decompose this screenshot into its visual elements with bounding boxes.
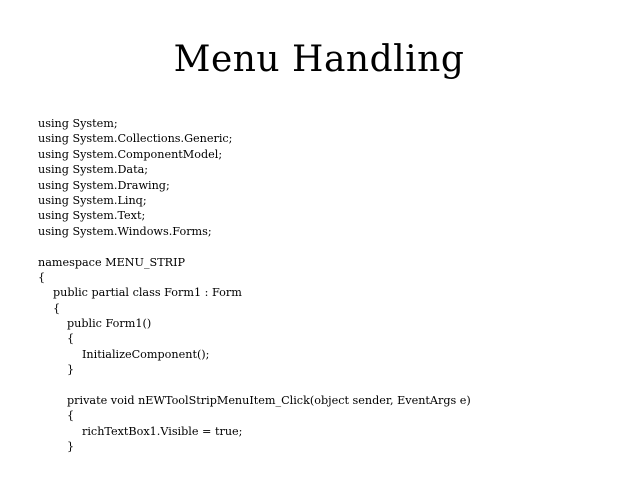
code-line: } xyxy=(67,363,75,377)
code-line: using System.Text; xyxy=(38,209,146,223)
code-line: { xyxy=(67,332,75,346)
code-line: { xyxy=(38,270,46,284)
code-line: namespace MENU_STRIP xyxy=(38,255,186,269)
code-block xyxy=(38,116,618,455)
code-line: using System; xyxy=(38,117,118,130)
blank-line xyxy=(38,378,618,393)
blank-line xyxy=(38,239,618,254)
code-line: { xyxy=(67,409,75,423)
code-line: public Form1() xyxy=(67,317,152,331)
code-line: using System.ComponentModel; xyxy=(38,147,223,161)
code-line: InitializeComponent(); xyxy=(82,347,210,361)
code-line: richTextBox1.Visible = true; xyxy=(82,424,243,438)
code-line: using System.Drawing; xyxy=(38,178,170,192)
code-line: using System.Collections.Generic; xyxy=(38,132,233,146)
code-line: { xyxy=(53,301,61,315)
slide-title: Menu Handling xyxy=(173,39,465,80)
code-line: private void nEWToolStripMenuItem_Click(object sender, EventArgs e) xyxy=(67,394,471,408)
code-line: public partial class Form1 : Form xyxy=(53,286,242,300)
code-line: using System.Linq; xyxy=(38,193,147,207)
code-line: using System.Windows.Forms; xyxy=(38,224,212,238)
code-line: } xyxy=(67,440,75,454)
code-line: using System.Data; xyxy=(38,163,149,177)
